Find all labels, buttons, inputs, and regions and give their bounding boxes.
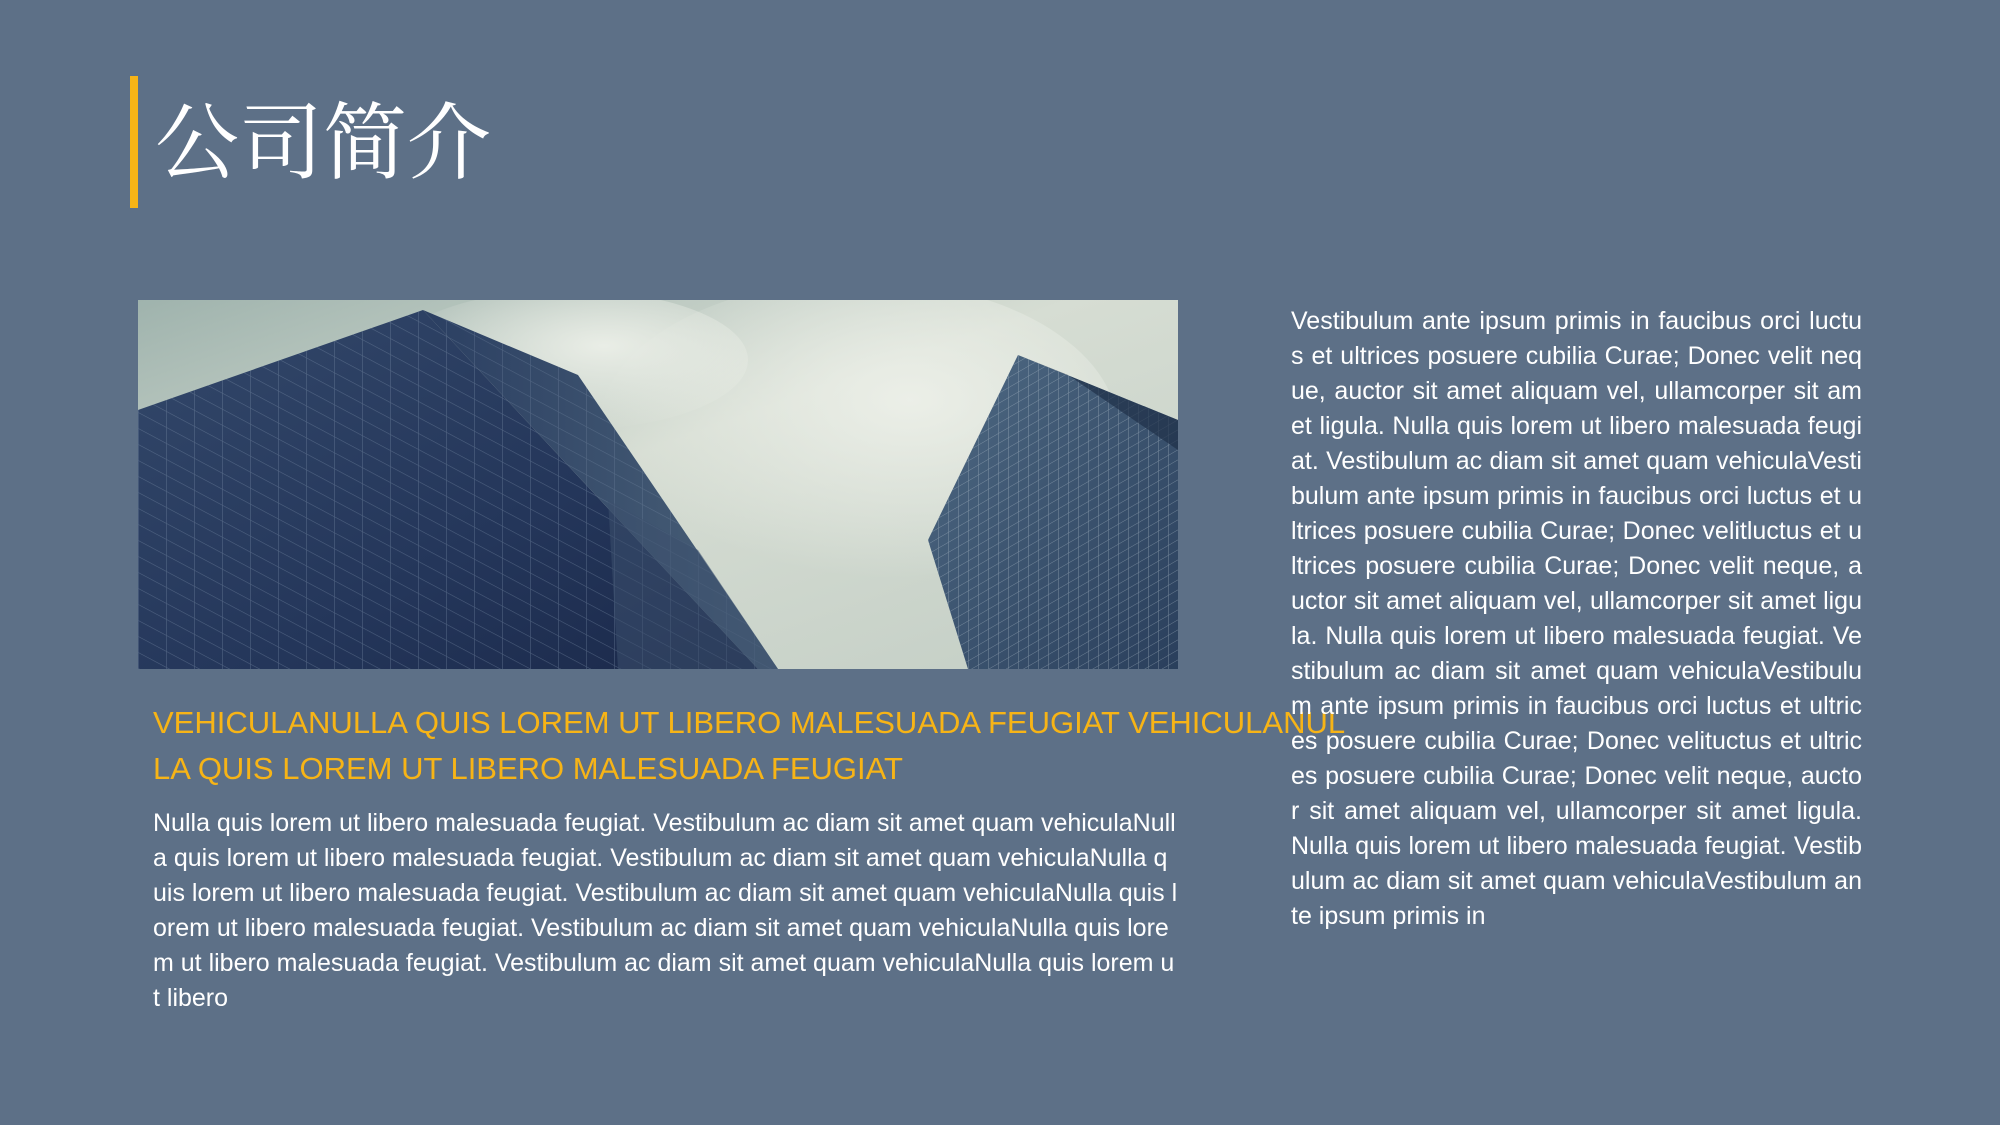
section-heading: VEHICULANULLA QUIS LOREM UT LIBERO MALESUADA FEUGIAT VEHICULANULLA QUIS LOREM UT LIBERO MALESUADA FEUGIAT	[153, 705, 1346, 786]
skyscrapers-illustration	[138, 300, 1178, 669]
title-accent-bar	[130, 76, 138, 208]
page-title: 公司简介	[155, 94, 492, 192]
body-text-right: Vestibulum ante ipsum primis in faucibus orci luctus et ultrices posuere cubilia Curae; Donec velit neque, auctor sit amet aliquam vel, ullamcorper sit amet ligula. Nulla quis lorem ut libero malesuada feugiat. Vestibulum ac diam sit amet quam vehiculaVestibulum ante ipsum primis in faucibus orci luctus et ultrices posuere cubilia Curae; Donec velitluctus et ultrices posuere cubilia Curae; Donec velit neque, auctor sit amet aliquam vel, ullamcorper sit amet ligula. Nulla quis lorem ut libero malesuada feugiat. Vestibulum ac diam sit amet quam vehiculaVestibulum ante ipsum primis in faucibus orci luctus et ultrices posuere cubilia Curae; Donec velituctus et ultrices posuere cubilia Curae; Donec velit neque, auctor sit amet aliquam vel, ullamcorper sit amet ligula. Nulla quis lorem ut libero malesuada feugiat. Vestibulum ac diam sit amet quam vehiculaVestibulum ante ipsum primis in	[1291, 307, 1862, 930]
body-text-left: Nulla quis lorem ut libero malesuada feugiat. Vestibulum ac diam sit amet quam vehiculaNulla quis lorem ut libero malesuada feugiat. Vestibulum ac diam sit amet quam vehiculaNulla quis lorem ut libero malesuada feugiat. Vestibulum ac diam sit amet quam vehiculaNulla quis lorem ut libero malesuada feugiat. Vestibulum ac diam sit amet quam vehiculaNulla quis lorem ut libero malesuada feugiat. Vestibulum ac diam sit amet quam vehiculaNulla quis lorem ut libero	[153, 809, 1178, 1012]
skyscrapers-photo	[138, 300, 1178, 669]
